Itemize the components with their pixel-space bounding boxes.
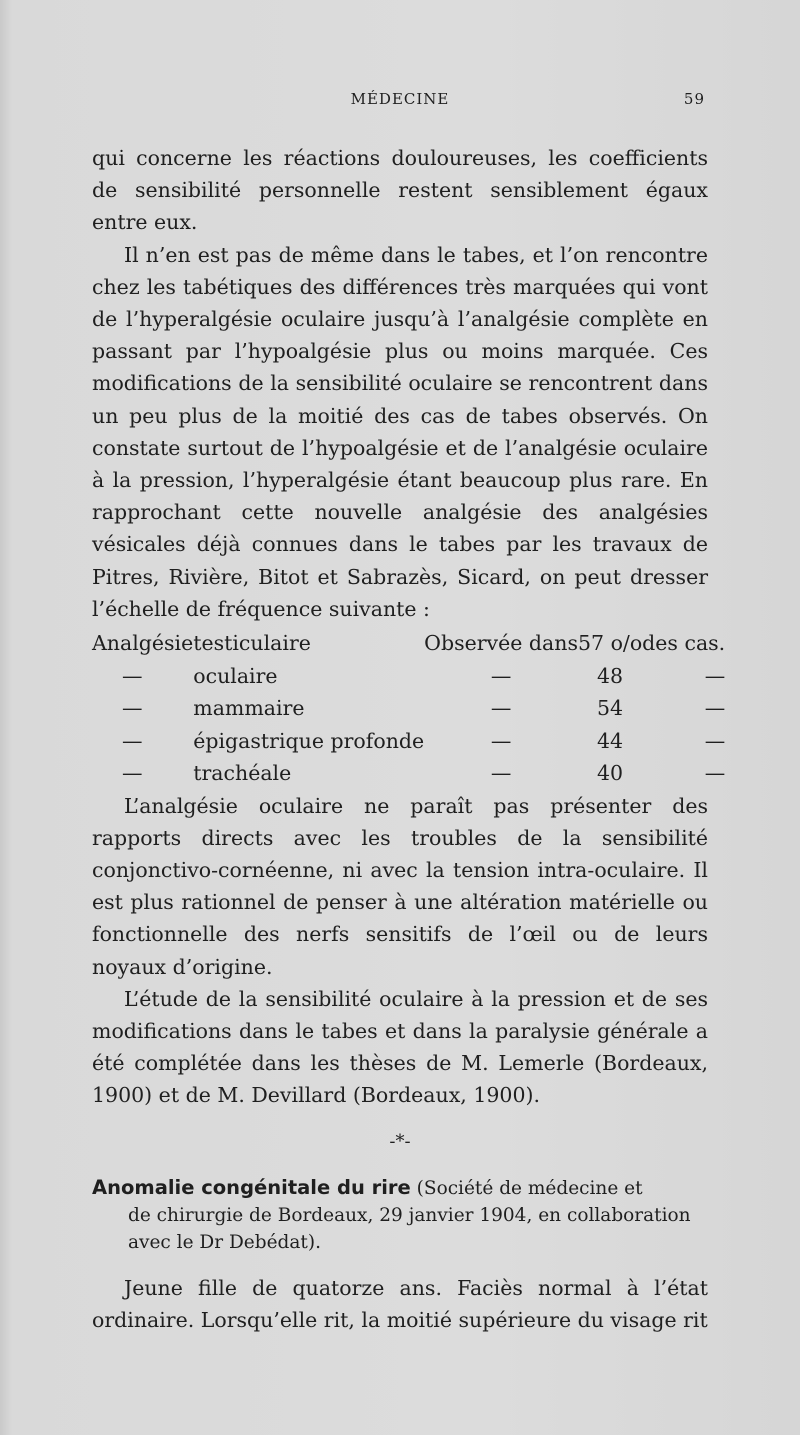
frequency-table bbox=[92, 627, 725, 790]
table-cell: — bbox=[704, 696, 726, 721]
table-row bbox=[92, 692, 725, 725]
table-cell: 57 o/o bbox=[577, 631, 643, 656]
paragraph-2: Il n’en est pas de même dans le tabes, et l’on rencontre chez les tabétiques des différences très marquées qui vont de l’hyperalgésie oculaire jusqu’à l’analgésie complète en passant par l’hypoalgésie plus ou moins marquée. Ces modifications de la sensibilité oculaire se rencontrent dans un peu plus de la moitié des cas de tabes observés. On constate surtout de l’hypoalgésie et de l’analgésie oculaire à la pression, l’hyperalgésie étant beaucoup plus rare. En rapprochant cette nouvelle analgésie des analgésies vésicales déjà connues dans le tabes par les travaux de Pitres, Rivière, Bitot et Sabrazès, Sicard, on peut dresser l’échelle de fréquence suivante : bbox=[92, 242, 708, 621]
table-row bbox=[92, 757, 725, 790]
table-row bbox=[92, 725, 725, 758]
paragraph-4: L’étude de la sensibilité oculaire à la pression et de ses modifications dans le tabes et dans la paralysie générale a été complétée dans les thèses de M. Lemerle (Bordeaux, 1900) et de M. Devillard (Bordeaux, 1900). bbox=[92, 986, 708, 1108]
table-cell: 44 bbox=[597, 728, 624, 753]
table-cell: Analgésie bbox=[92, 631, 194, 656]
table-cell: — bbox=[122, 761, 143, 786]
running-header bbox=[95, 90, 705, 114]
section-title: Anomalie congénitale du rire bbox=[92, 1175, 411, 1199]
table-cell: épigastrique profonde bbox=[193, 728, 425, 753]
paragraph-1: qui concerne les réactions douloureuses, les coefficients de sensibilité personnelle restent sensiblement égaux entre eux. bbox=[92, 146, 708, 235]
table-cell: — bbox=[122, 663, 143, 688]
table-cell: oculaire bbox=[193, 663, 278, 688]
table-cell: des cas. bbox=[642, 631, 726, 656]
table-cell: — bbox=[490, 696, 512, 721]
section-separator: -*- bbox=[389, 1130, 411, 1152]
table-row bbox=[92, 627, 725, 660]
table-cell: 48 bbox=[597, 663, 624, 688]
table-cell: Observée dans bbox=[424, 631, 578, 656]
page-body bbox=[92, 142, 726, 1336]
table-cell: — bbox=[490, 728, 512, 753]
paragraph-5: Jeune fille de quatorze ans. Faciès normal à l’état ordinaire. Lorsqu’elle rit, la moitié supérieure du visage rit bbox=[92, 1275, 708, 1332]
page-number: 59 bbox=[683, 90, 705, 108]
table-cell: — bbox=[704, 761, 726, 786]
table-cell: 40 bbox=[597, 761, 624, 786]
table-cell: mammaire bbox=[193, 696, 305, 721]
running-title: MÉDECINE bbox=[350, 90, 450, 108]
table-cell: — bbox=[704, 728, 726, 753]
table-cell: — bbox=[704, 663, 726, 688]
section-heading bbox=[92, 1174, 708, 1256]
table-cell: — bbox=[122, 696, 143, 721]
section-meta-3: avec le Dr Debédat). bbox=[128, 1231, 321, 1253]
table-cell: — bbox=[490, 761, 512, 786]
paragraph-3: L’analgésie oculaire ne paraît pas présenter des rapports directs avec les troubles de la sensibilité conjonctivo-cornéenne, ni avec la tension intra-oculaire. Il est plus rationnel de penser à une altération matérielle ou fonctionnelle des nerfs sensitifs de l’œil ou de leurs noyaux d’origine. bbox=[92, 793, 708, 979]
table-cell: — bbox=[490, 663, 512, 688]
table-cell: 54 bbox=[597, 696, 624, 721]
table-row bbox=[92, 660, 725, 693]
table-cell: testiculaire bbox=[193, 631, 311, 656]
section-meta-2: de chirurgie de Bordeaux, 29 janvier 1904, en collaboration bbox=[128, 1204, 691, 1226]
section-meta-1: (Société de médecine et bbox=[416, 1177, 643, 1199]
table-cell: trachéale bbox=[193, 761, 292, 786]
table-cell: — bbox=[122, 728, 143, 753]
